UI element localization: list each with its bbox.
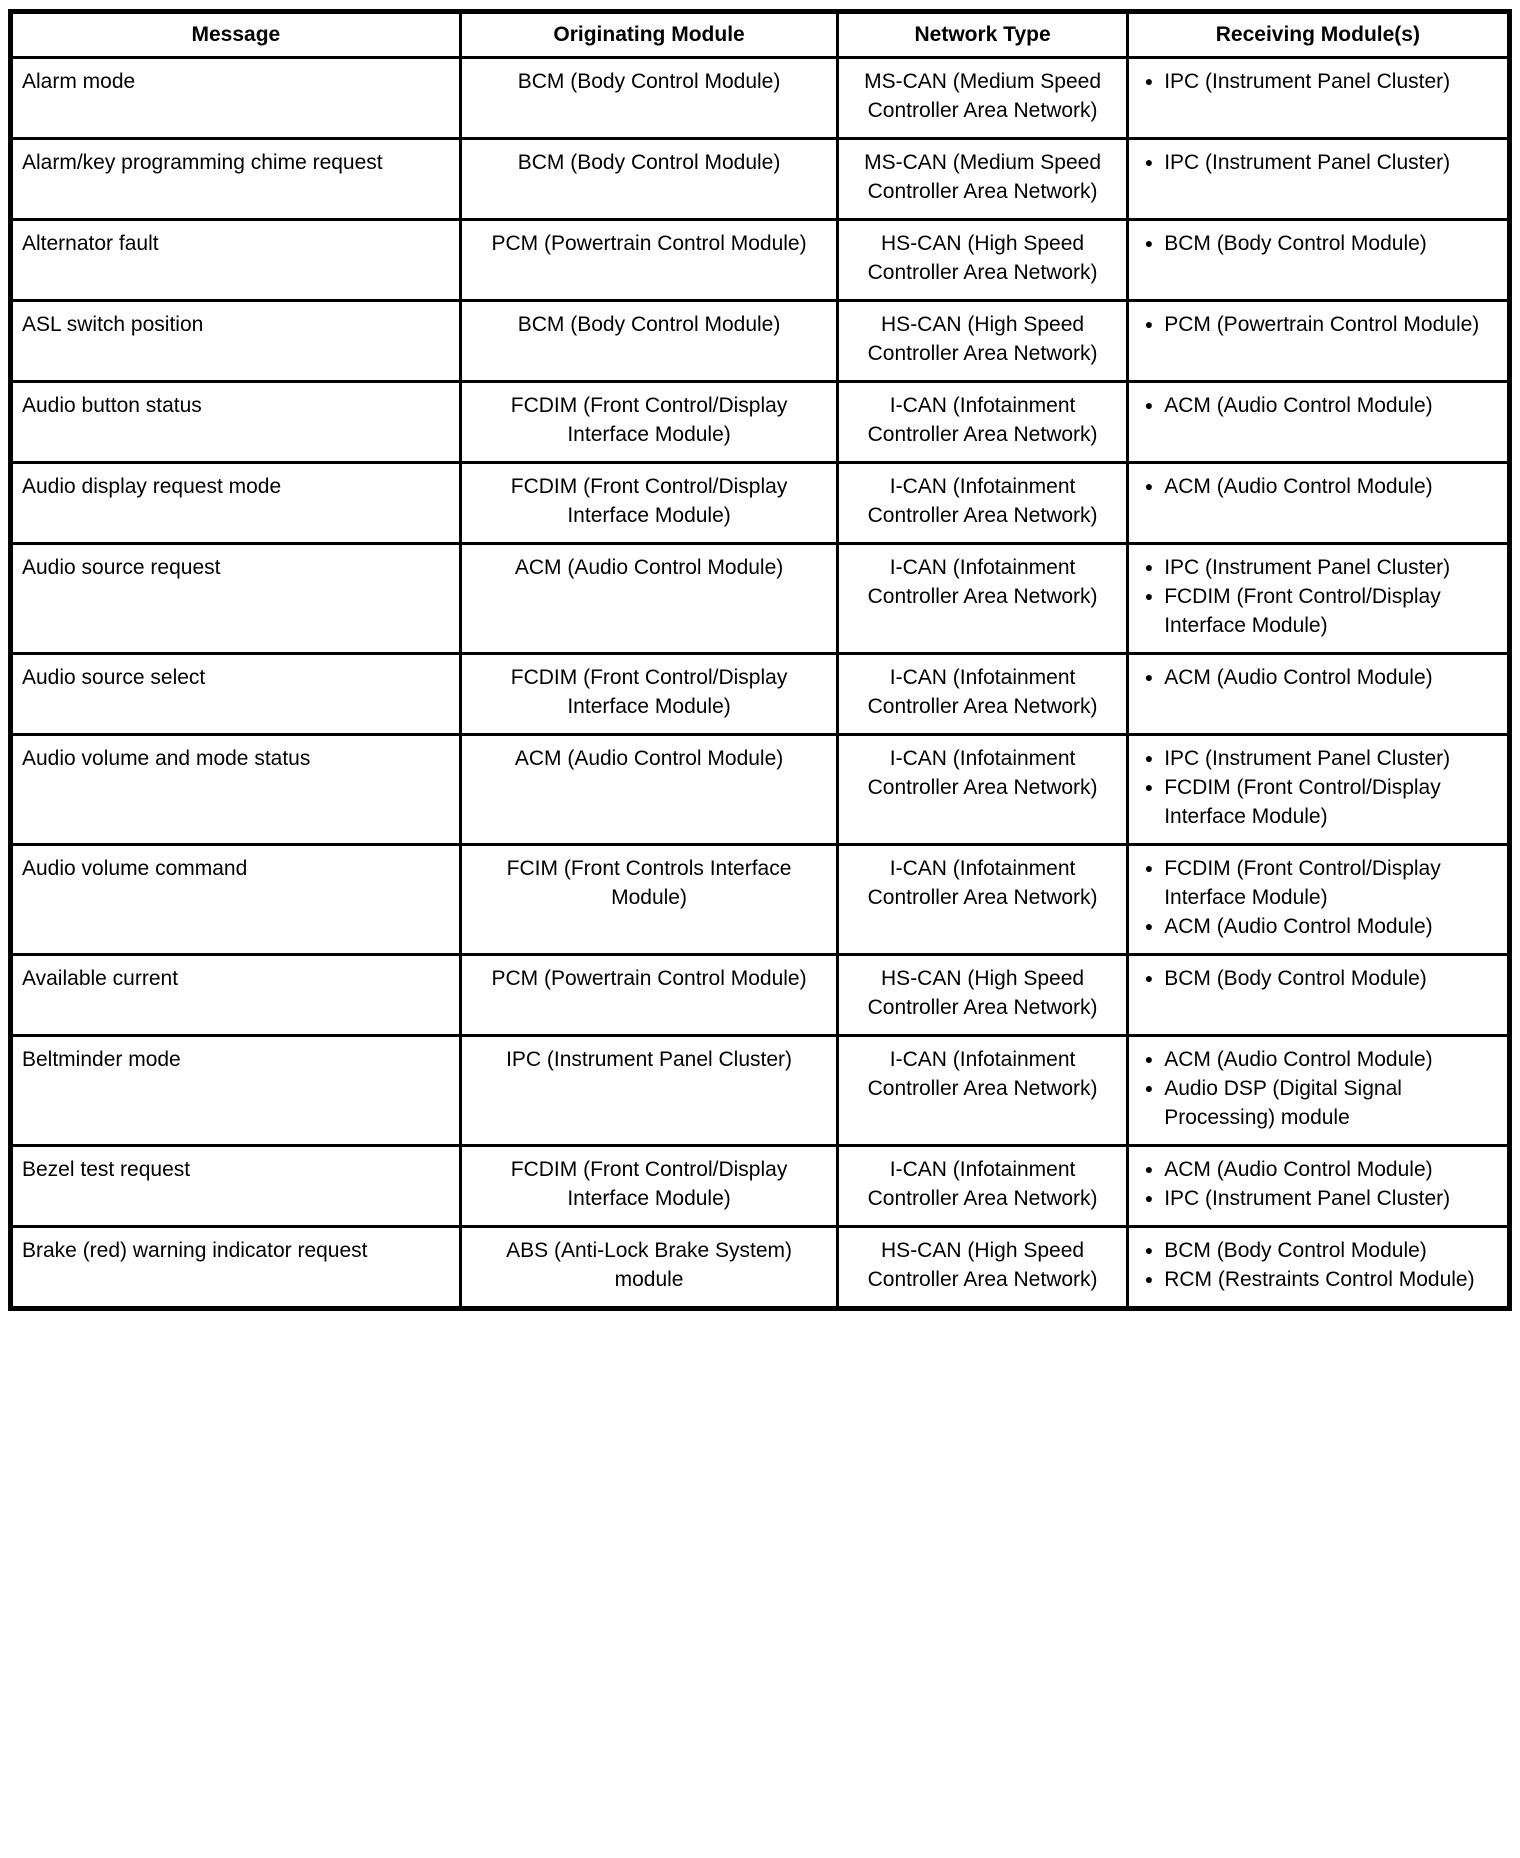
bullet-icon: ● [1144, 397, 1154, 413]
receiving-module-label: FCDIM (Front Control/Display Interface Module) [1164, 776, 1441, 828]
receiving-modules-cell [1127, 382, 1509, 463]
receiving-module-item [1145, 912, 1499, 941]
receiving-module-label: Audio DSP (Digital Signal Processing) module [1164, 1077, 1402, 1129]
header-originating-module: Originating Module [460, 12, 838, 58]
table-row [11, 735, 1510, 845]
table-header-row [11, 12, 1510, 58]
originating-module-cell: ACM (Audio Control Module) [460, 735, 838, 845]
receiving-module-label: PCM (Powertrain Control Module) [1164, 313, 1480, 336]
table-row [11, 1146, 1510, 1227]
bullet-icon: ● [1144, 73, 1154, 89]
receiving-module-item [1145, 773, 1499, 831]
receiving-module-label: IPC (Instrument Panel Cluster) [1164, 70, 1451, 93]
receiving-module-item [1145, 1184, 1499, 1213]
receiving-modules-cell [1127, 139, 1509, 220]
receiving-module-label: FCDIM (Front Control/Display Interface Module) [1164, 585, 1441, 637]
bullet-icon: ● [1144, 1190, 1154, 1206]
network-type-cell: I-CAN (Infotainment Controller Area Network) [838, 845, 1127, 955]
receiving-module-label: ACM (Audio Control Module) [1164, 475, 1433, 498]
network-message-table [8, 9, 1512, 1311]
table-row [11, 220, 1510, 301]
table-row [11, 1227, 1510, 1309]
receiving-module-label: IPC (Instrument Panel Cluster) [1164, 151, 1451, 174]
receiving-modules-cell [1127, 301, 1509, 382]
receiving-module-item [1145, 553, 1499, 582]
receiving-modules-cell [1127, 1036, 1509, 1146]
receiving-modules-cell [1127, 1227, 1509, 1309]
receiving-module-label: ACM (Audio Control Module) [1164, 1048, 1433, 1071]
bullet-icon: ● [1144, 559, 1154, 575]
table-row [11, 845, 1510, 955]
bullet-icon: ● [1144, 750, 1154, 766]
receiving-module-label: IPC (Instrument Panel Cluster) [1164, 556, 1451, 579]
message-table-body [11, 58, 1510, 1309]
originating-module-cell: PCM (Powertrain Control Module) [460, 220, 838, 301]
receiving-module-item [1145, 472, 1499, 501]
receiving-module-item [1145, 663, 1499, 692]
receiving-modules-cell [1127, 845, 1509, 955]
message-cell: Audio display request mode [11, 463, 461, 544]
bullet-icon: ● [1144, 918, 1154, 934]
receiving-module-label: RCM (Restraints Control Module) [1164, 1268, 1475, 1291]
message-cell: Audio volume command [11, 845, 461, 955]
network-type-cell: MS-CAN (Medium Speed Controller Area Network) [838, 58, 1127, 139]
receiving-module-item [1145, 964, 1499, 993]
receiving-modules-cell [1127, 220, 1509, 301]
originating-module-cell: ABS (Anti-Lock Brake System) module [460, 1227, 838, 1309]
receiving-modules-cell [1127, 1146, 1509, 1227]
originating-module-cell: FCDIM (Front Control/Display Interface Module) [460, 382, 838, 463]
receiving-module-item [1145, 1265, 1499, 1294]
network-type-cell: I-CAN (Infotainment Controller Area Network) [838, 735, 1127, 845]
message-cell: Audio volume and mode status [11, 735, 461, 845]
table-row [11, 382, 1510, 463]
receiving-module-label: BCM (Body Control Module) [1164, 967, 1427, 990]
originating-module-cell: BCM (Body Control Module) [460, 301, 838, 382]
originating-module-cell: BCM (Body Control Module) [460, 58, 838, 139]
network-type-cell: I-CAN (Infotainment Controller Area Network) [838, 1036, 1127, 1146]
network-type-cell: I-CAN (Infotainment Controller Area Network) [838, 1146, 1127, 1227]
receiving-module-item [1145, 1074, 1499, 1132]
table-row [11, 654, 1510, 735]
bullet-icon: ● [1144, 669, 1154, 685]
bullet-icon: ● [1144, 154, 1154, 170]
receiving-module-item [1145, 391, 1499, 420]
receiving-module-item [1145, 582, 1499, 640]
receiving-module-label: IPC (Instrument Panel Cluster) [1164, 747, 1451, 770]
network-type-cell: I-CAN (Infotainment Controller Area Network) [838, 544, 1127, 654]
receiving-module-item [1145, 148, 1499, 177]
receiving-module-item [1145, 1155, 1499, 1184]
receiving-modules-cell [1127, 463, 1509, 544]
originating-module-cell: FCDIM (Front Control/Display Interface Module) [460, 654, 838, 735]
receiving-module-item [1145, 229, 1499, 258]
receiving-module-label: ACM (Audio Control Module) [1164, 915, 1433, 938]
network-type-cell: I-CAN (Infotainment Controller Area Network) [838, 654, 1127, 735]
receiving-module-item [1145, 744, 1499, 773]
originating-module-cell: PCM (Powertrain Control Module) [460, 955, 838, 1036]
message-cell: Alternator fault [11, 220, 461, 301]
table-row [11, 301, 1510, 382]
receiving-modules-cell [1127, 58, 1509, 139]
table-row [11, 139, 1510, 220]
originating-module-cell: FCDIM (Front Control/Display Interface Module) [460, 1146, 838, 1227]
bullet-icon: ● [1144, 1161, 1154, 1177]
receiving-module-label: ACM (Audio Control Module) [1164, 666, 1433, 689]
message-cell: Audio source select [11, 654, 461, 735]
receiving-module-item [1145, 1236, 1499, 1265]
message-cell: ASL switch position [11, 301, 461, 382]
header-receiving-modules: Receiving Module(s) [1127, 12, 1509, 58]
message-cell: Audio button status [11, 382, 461, 463]
receiving-module-label: BCM (Body Control Module) [1164, 232, 1427, 255]
receiving-module-item [1145, 854, 1499, 912]
receiving-module-label: ACM (Audio Control Module) [1164, 1158, 1433, 1181]
bullet-icon: ● [1144, 1080, 1154, 1096]
table-row [11, 463, 1510, 544]
receiving-module-item [1145, 1045, 1499, 1074]
message-cell: Brake (red) warning indicator request [11, 1227, 461, 1309]
network-type-cell: HS-CAN (High Speed Controller Area Network) [838, 220, 1127, 301]
receiving-module-label: FCDIM (Front Control/Display Interface Module) [1164, 857, 1441, 909]
message-cell: Available current [11, 955, 461, 1036]
bullet-icon: ● [1144, 478, 1154, 494]
bullet-icon: ● [1144, 970, 1154, 986]
message-cell: Audio source request [11, 544, 461, 654]
receiving-module-label: IPC (Instrument Panel Cluster) [1164, 1187, 1451, 1210]
bullet-icon: ● [1144, 860, 1154, 876]
header-network-type: Network Type [838, 12, 1127, 58]
table-row [11, 955, 1510, 1036]
receiving-module-label: ACM (Audio Control Module) [1164, 394, 1433, 417]
table-row [11, 544, 1510, 654]
originating-module-cell: ACM (Audio Control Module) [460, 544, 838, 654]
receiving-modules-cell [1127, 955, 1509, 1036]
network-type-cell: I-CAN (Infotainment Controller Area Network) [838, 463, 1127, 544]
network-type-cell: HS-CAN (High Speed Controller Area Network) [838, 955, 1127, 1036]
originating-module-cell: IPC (Instrument Panel Cluster) [460, 1036, 838, 1146]
receiving-module-label: BCM (Body Control Module) [1164, 1239, 1427, 1262]
network-type-cell: I-CAN (Infotainment Controller Area Network) [838, 382, 1127, 463]
receiving-module-item [1145, 67, 1499, 96]
network-type-cell: HS-CAN (High Speed Controller Area Network) [838, 301, 1127, 382]
originating-module-cell: FCDIM (Front Control/Display Interface Module) [460, 463, 838, 544]
network-type-cell: HS-CAN (High Speed Controller Area Network) [838, 1227, 1127, 1309]
bullet-icon: ● [1144, 588, 1154, 604]
receiving-modules-cell [1127, 735, 1509, 845]
receiving-modules-cell [1127, 544, 1509, 654]
message-cell: Bezel test request [11, 1146, 461, 1227]
bullet-icon: ● [1144, 1271, 1154, 1287]
bullet-icon: ● [1144, 235, 1154, 251]
table-row [11, 58, 1510, 139]
message-cell: Beltminder mode [11, 1036, 461, 1146]
message-cell: Alarm mode [11, 58, 461, 139]
table-row [11, 1036, 1510, 1146]
originating-module-cell: BCM (Body Control Module) [460, 139, 838, 220]
bullet-icon: ● [1144, 779, 1154, 795]
originating-module-cell: FCIM (Front Controls Interface Module) [460, 845, 838, 955]
header-message: Message [11, 12, 461, 58]
receiving-module-item [1145, 310, 1499, 339]
network-type-cell: MS-CAN (Medium Speed Controller Area Network) [838, 139, 1127, 220]
bullet-icon: ● [1144, 316, 1154, 332]
message-cell: Alarm/key programming chime request [11, 139, 461, 220]
bullet-icon: ● [1144, 1242, 1154, 1258]
receiving-modules-cell [1127, 654, 1509, 735]
bullet-icon: ● [1144, 1051, 1154, 1067]
